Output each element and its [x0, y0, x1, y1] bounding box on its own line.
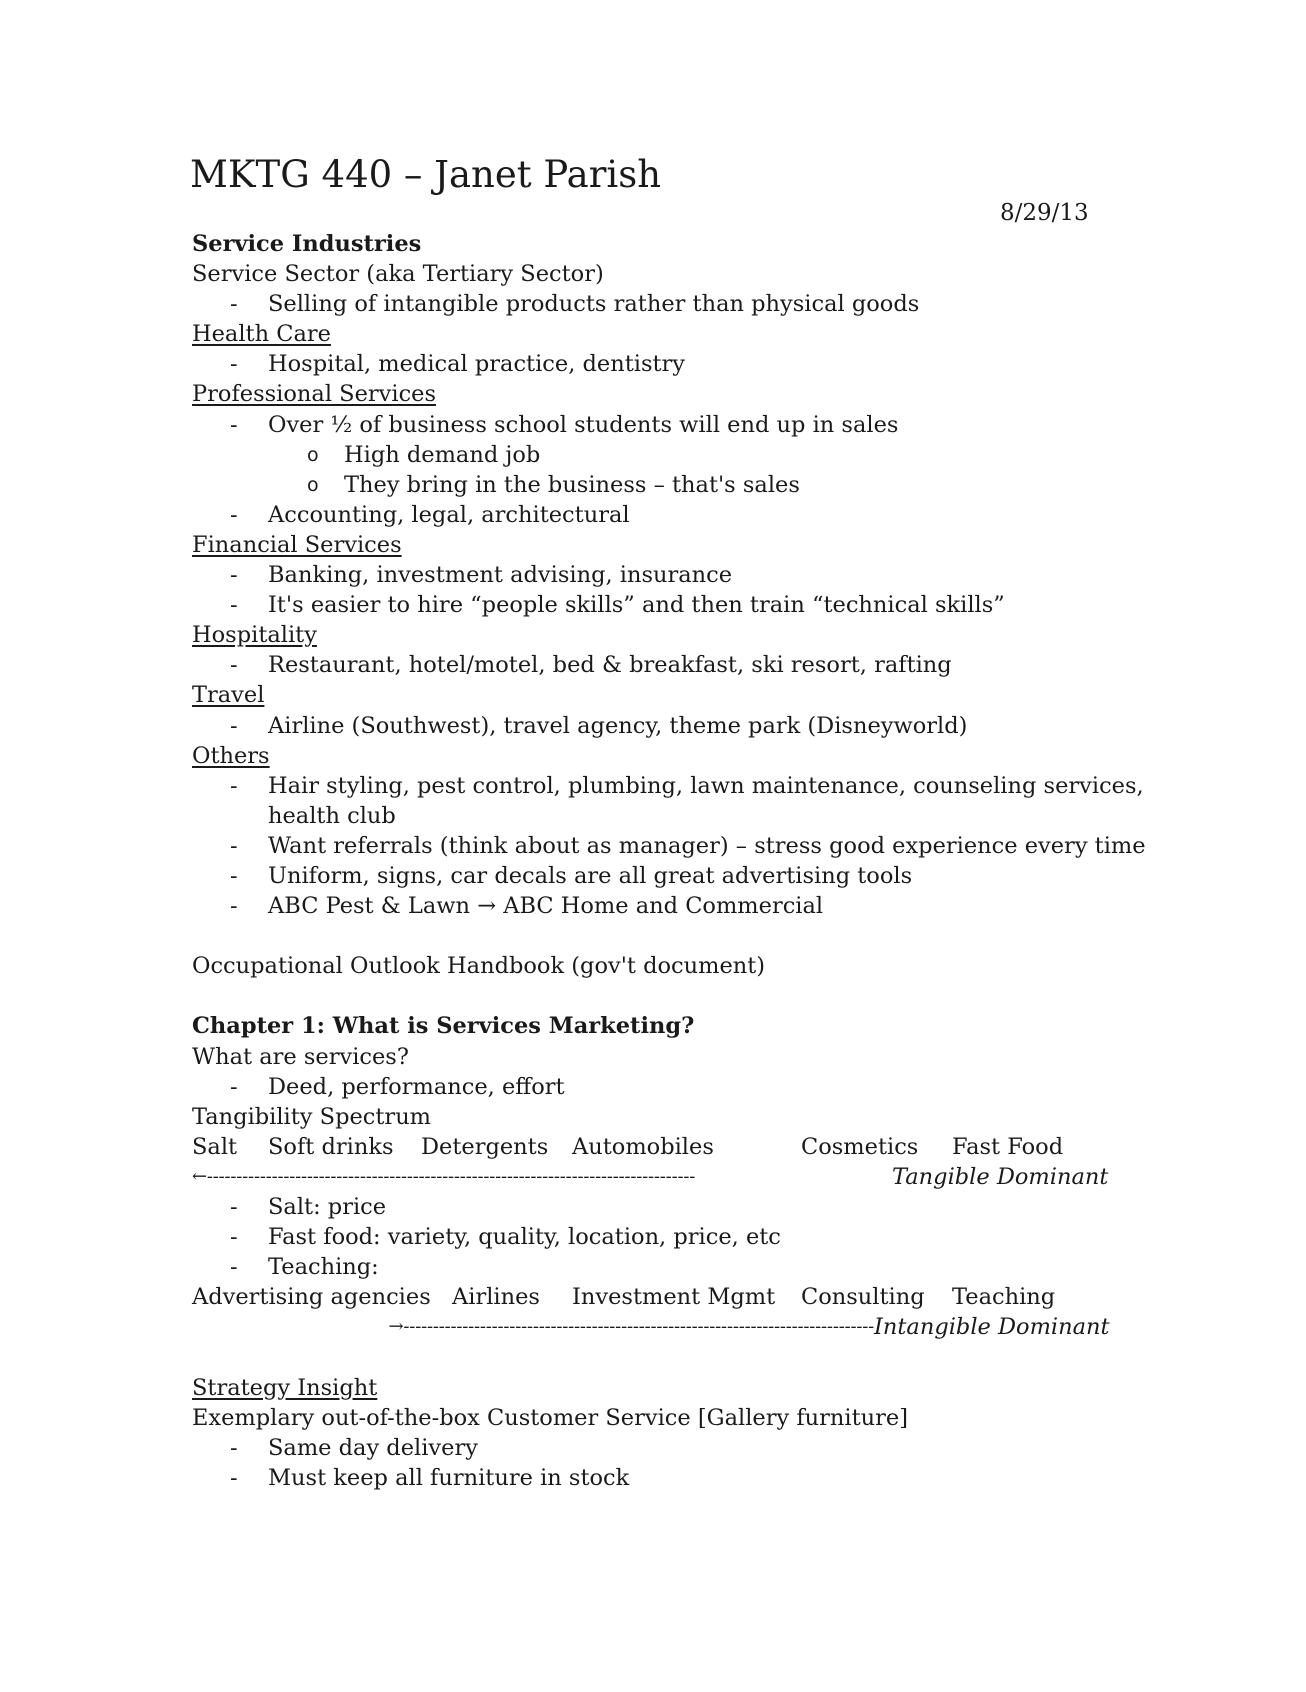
- spectrum-item: Teaching: [952, 1284, 1056, 1311]
- dash-marker: -: [230, 1073, 238, 1100]
- occupational-outlook-line: Occupational Outlook Handbook (gov't document): [192, 953, 766, 980]
- heading-professional-services: Professional Services: [192, 381, 437, 408]
- intangible-dominant-label: Intangible Dominant: [874, 1314, 1110, 1341]
- bullet-item: - Accounting, legal, architectural: [192, 500, 1192, 530]
- subheading-service-sector: Service Sector (aka Tertiary Sector): [192, 261, 604, 288]
- subheading-what-are-services: What are services?: [192, 1043, 409, 1070]
- dash-marker: -: [230, 351, 238, 378]
- spacer: [192, 921, 1192, 951]
- subheading-tangibility-spectrum: Tangibility Spectrum: [192, 1103, 432, 1130]
- dash-marker: -: [230, 832, 238, 859]
- spectrum-item: Investment Mgmt: [572, 1284, 776, 1311]
- bullet-item: - Uniform, signs, car decals are all great advertising tools: [192, 861, 1192, 891]
- heading-health-care: Health Care: [192, 321, 331, 348]
- bullet-item: - Hospital, medical practice, dentistry: [192, 349, 1192, 379]
- bullet-item: - Hair styling, pest control, plumbing, lawn maintenance, counseling services,: [192, 771, 1192, 801]
- tangible-dominant-label: Tangible Dominant: [892, 1163, 1109, 1190]
- dash-marker: -: [230, 712, 238, 739]
- bullet-item: - Over ½ of business school students will end up in sales: [192, 410, 1192, 440]
- date-label: 8/29/13: [1000, 200, 1089, 226]
- dash-marker: -: [230, 291, 238, 318]
- spectrum-item: Cosmetics: [801, 1133, 919, 1160]
- bullet-item: - Selling of intangible products rather than physical goods: [192, 289, 1192, 319]
- spectrum-item: Salt: [192, 1133, 238, 1160]
- intangible-spectrum-row: [192, 1282, 1192, 1312]
- page-title: MKTG 440 – Janet Parish: [190, 153, 662, 196]
- spacer: [192, 981, 1192, 1011]
- heading-strategy-insight: Strategy Insight: [192, 1374, 378, 1401]
- dash-marker: -: [230, 772, 238, 799]
- bullet-item: - Want referrals (think about as manager) – stress good experience every time: [192, 831, 1192, 861]
- dash-marker: -: [230, 562, 238, 589]
- dash-marker: -: [230, 1224, 238, 1251]
- bullet-item: - It's easier to hire “people skills” and then train “technical skills”: [192, 590, 1192, 620]
- bullet-continuation: health club: [268, 802, 396, 829]
- spectrum-item: Advertising agencies: [192, 1284, 431, 1311]
- dash-marker: -: [230, 893, 238, 920]
- spectrum-item: Detergents: [421, 1133, 549, 1160]
- bullet-item: - Deed, performance, effort: [192, 1072, 1192, 1102]
- circle-marker: o: [307, 443, 319, 466]
- bullet-item: - Salt: price: [192, 1192, 1192, 1222]
- left-arrow-line: ←-----------------------------------------------------------------------------------: [192, 1165, 696, 1187]
- dash-marker: -: [230, 592, 238, 619]
- spectrum-item: Automobiles: [572, 1133, 714, 1160]
- notes-body: [192, 229, 1192, 1493]
- tangible-dominant-arrow: [192, 1162, 1192, 1192]
- bullet-item: - Fast food: variety, quality, location, price, etc: [192, 1222, 1192, 1252]
- spectrum-item: Fast Food: [952, 1133, 1064, 1160]
- intangible-dominant-arrow: [192, 1312, 1192, 1342]
- dash-marker: -: [230, 1254, 238, 1281]
- heading-hospitality: Hospitality: [192, 622, 317, 649]
- dash-marker: -: [230, 862, 238, 889]
- dash-marker: -: [230, 1194, 238, 1220]
- sub-bullet-item: o They bring in the business – that's sales: [192, 470, 1192, 500]
- heading-others: Others: [192, 742, 270, 769]
- bullet-item: - ABC Pest & Lawn → ABC Home and Commercial: [192, 891, 1192, 921]
- tangible-spectrum-row: [192, 1132, 1192, 1162]
- sub-bullet-item: o High demand job: [192, 440, 1192, 470]
- dash-marker: -: [230, 501, 238, 528]
- dash-marker: -: [230, 652, 238, 679]
- dash-marker: -: [230, 1434, 238, 1461]
- bullet-item: - Restaurant, hotel/motel, bed & breakfast, ski resort, rafting: [192, 650, 1192, 680]
- bullet-item: - Airline (Southwest), travel agency, theme park (Disneyworld): [192, 711, 1192, 741]
- heading-travel: Travel: [192, 682, 265, 709]
- heading-chapter-1: Chapter 1: What is Services Marketing?: [192, 1013, 695, 1040]
- spectrum-item: Soft drinks: [268, 1133, 394, 1160]
- dash-marker: -: [230, 1464, 238, 1491]
- spacer: [192, 1342, 1192, 1372]
- dash-marker: -: [230, 411, 238, 438]
- strategy-line: Exemplary out-of-the-box Customer Service [Gallery furniture]: [192, 1404, 908, 1431]
- heading-financial-services: Financial Services: [192, 531, 402, 558]
- bullet-item: - Banking, investment advising, insurance: [192, 560, 1192, 590]
- bullet-item: - Must keep all furniture in stock: [192, 1463, 1192, 1493]
- bullet-item: - Same day delivery: [192, 1433, 1192, 1463]
- bullet-item: - Teaching:: [192, 1252, 1192, 1282]
- circle-marker: o: [307, 473, 319, 496]
- spectrum-item: Consulting: [801, 1284, 925, 1311]
- right-arrow-line: --------------------------------------------------------------------------------→: [388, 1316, 874, 1338]
- spectrum-item: Airlines: [452, 1284, 540, 1311]
- heading-service-industries: Service Industries: [192, 231, 422, 257]
